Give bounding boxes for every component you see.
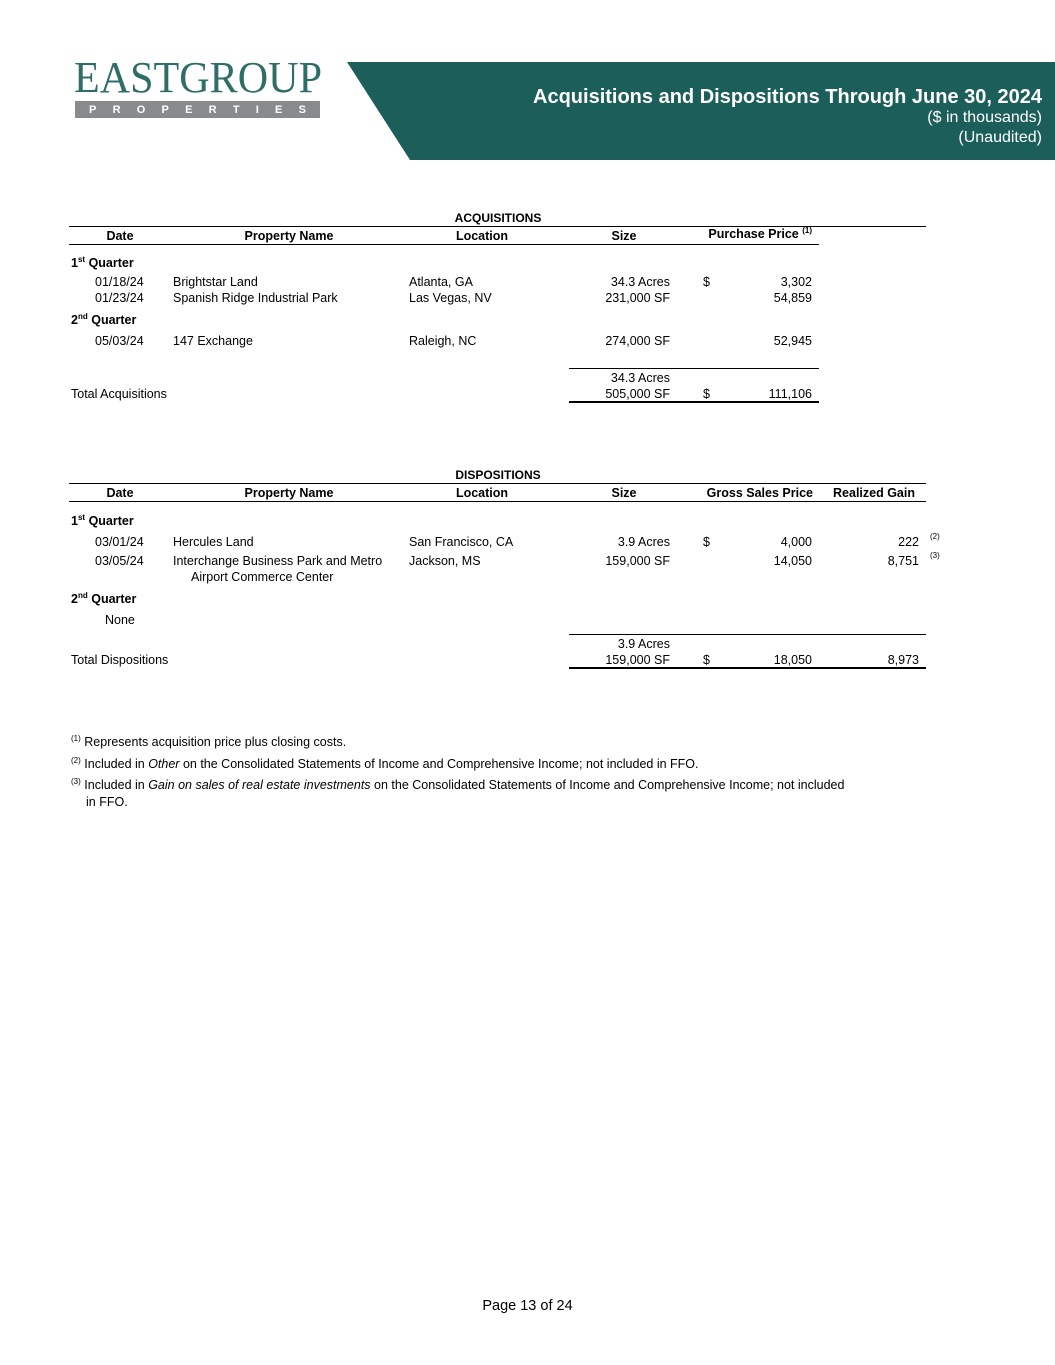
disp-row-size: 159,000 SF [605,554,670,568]
acq-row-price: 3,302 [780,275,812,289]
disp-header-rule [69,501,926,502]
acq-total-label: Total Acquisitions [71,387,167,401]
dispositions-title: DISPOSITIONS [455,468,541,482]
disp-row-footnote-mark: (3) [930,551,940,560]
disp-row-gain: 8,751 [887,554,919,568]
report-subtitle-units: ($ in thousands) [927,109,1042,126]
disp-row-location: San Francisco, CA [409,535,514,549]
disp-total-top-rule [569,634,926,635]
disp-total-size-acres: 3.9 Acres [617,637,670,651]
acq-row-location: Raleigh, NC [409,334,477,348]
disp-total-label: Total Dispositions [71,653,169,667]
acq-row-date: 01/23/24 [95,291,144,305]
acq-row-date: 05/03/24 [95,334,144,348]
report-title: Acquisitions and Dispositions Through June 30, 2024 [533,86,1042,108]
acq-header-rule [69,244,819,245]
acq-row-size: 231,000 SF [605,291,670,305]
logo-band-letter: T [232,103,240,116]
logo-band-letter: O [136,103,146,116]
logo-band-letter: P [161,103,169,116]
dispositions-top-rule [69,483,926,484]
disp-header-date: Date [106,486,134,500]
acq-header-price: Purchase Price $^{(1)}$ [708,225,812,241]
disp-header-gain: Realized Gain [833,486,915,500]
disp-q2-none: None [105,613,135,627]
footnote-2: $^{(2)}$ Included in Other on the Consolidated Statements of Income and Comprehensive Income; not included in FFO. [71,755,699,771]
disp-total-gain: 8,973 [887,653,919,667]
disp-header-location: Location [455,486,509,500]
footnote-3: $^{(3)}$ Included in Gain on sales of real estate investments on the Consolidated Statements of Income and Comprehensive Income; not included [71,776,845,792]
disp-row-name: Interchange Business Park and Metro [173,554,383,568]
acq-row-price: 52,945 [773,334,812,348]
acq-total-top-rule [569,368,819,369]
disp-row-footnote-mark: (2) [930,532,940,541]
acq-row-price: 54,859 [773,291,812,305]
disp-row-currency: $ [703,535,710,549]
page-number: Page 13 of 24 [482,1298,573,1314]
acq-row-name: Spanish Ridge Industrial Park [173,291,338,305]
acq-row-currency: $ [703,275,710,289]
acq-row-name: Brightstar Land [173,275,258,289]
logo-band-letter: R [112,103,121,116]
disp-row-date: 03/05/24 [95,554,144,568]
footnote-1: $^{(1)}$ Represents acquisition price plus closing costs. [71,733,347,749]
logo-band-letter: S [298,103,306,116]
logo-properties-band [75,101,320,118]
acq-row-date: 01/18/24 [95,275,144,289]
disp-row-name-continued: Airport Commerce Center [191,570,334,584]
disp-total-price: 18,050 [773,653,812,667]
logo-band-letter: I [255,103,259,116]
disp-q1-label: 1st Quarter [71,512,134,528]
disp-header-property: Property Name [244,486,334,500]
acq-header-location: Location [455,229,509,243]
disp-header-size: Size [611,486,637,500]
svg-text:EASTGROUP: EASTGROUP [74,53,322,98]
disp-header-price: Gross Sales Price [706,486,813,500]
acq-total-price: 111,106 [768,387,812,401]
acq-header-date: Date [106,229,134,243]
acq-q2-label: 2nd Quarter [71,311,137,327]
disp-row-location: Jackson, MS [409,554,481,568]
acq-total-currency: $ [703,387,710,401]
disp-row-name: Hercules Land [173,535,254,549]
acq-row-name: 147 Exchange [173,334,253,348]
report-subtitle-audit: (Unaudited) [958,129,1042,146]
acq-header-size: Size [611,229,637,243]
acq-row-size: 34.3 Acres [610,275,670,289]
acq-q1-label: 1st Quarter [71,254,134,270]
acq-row-size: 274,000 SF [605,334,670,348]
acq-row-location: Las Vegas, NV [409,291,492,305]
logo-band-letter: E [275,103,283,116]
disp-total-currency: $ [703,653,710,667]
disp-row-size: 3.9 Acres [617,535,670,549]
disp-total-bottom-rule [569,667,926,669]
acq-total-size-sf: 505,000 SF [605,387,670,401]
logo-band-letter: P [89,103,97,116]
disp-row-date: 03/01/24 [95,535,144,549]
acq-total-size-acres: 34.3 Acres [610,371,670,385]
acq-row-location: Atlanta, GA [409,275,473,289]
logo-band-letter: E [185,103,193,116]
disp-row-gain: 222 [898,535,919,549]
report-title-block [533,86,1042,148]
disp-q2-label: 2nd Quarter [71,590,137,606]
footnote-3-continued: in FFO. [86,795,128,809]
logo-band-letter: R [208,103,217,116]
disp-row-price: 14,050 [773,554,812,568]
acq-total-bottom-rule [569,401,819,403]
disp-row-price: 4,000 [780,535,812,549]
acquisitions-title: ACQUISITIONS [454,211,542,225]
disp-total-size-sf: 159,000 SF [605,653,670,667]
company-logo [74,52,324,98]
acq-header-property: Property Name [244,229,334,243]
